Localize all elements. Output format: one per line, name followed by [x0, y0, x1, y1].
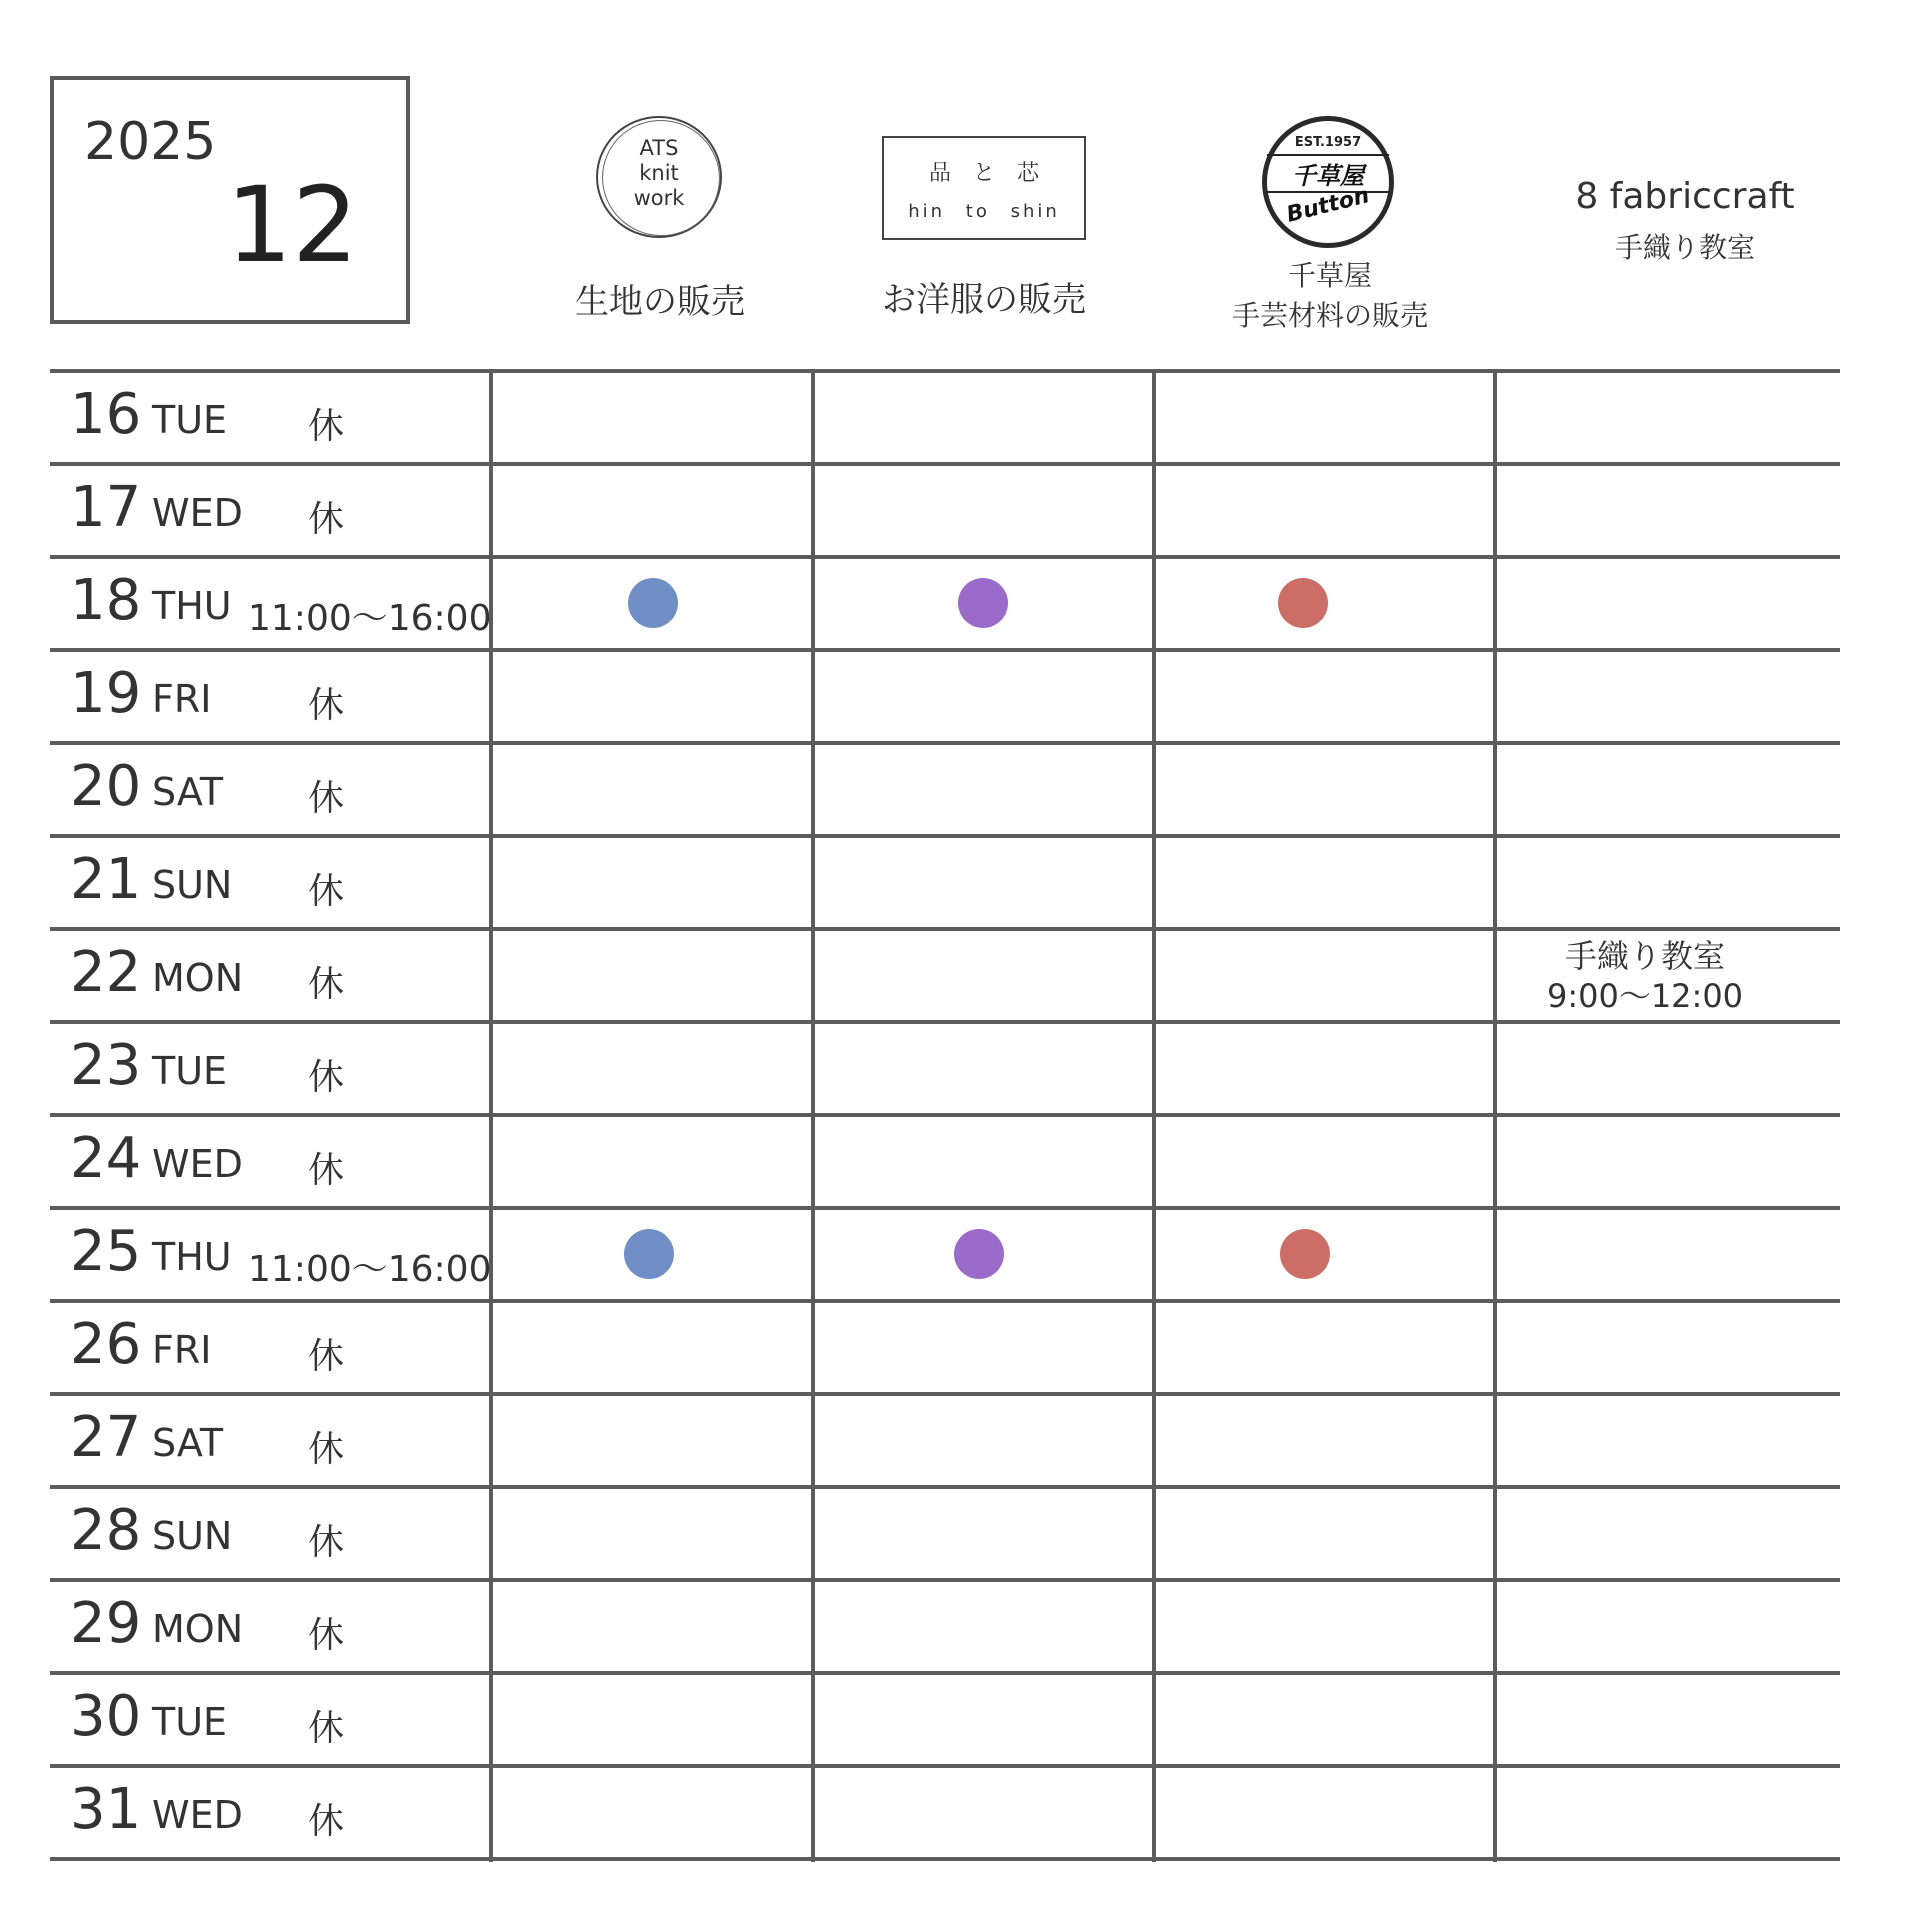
day-number: 26: [70, 1312, 142, 1377]
fabriccraft-title: 8 fabriccraft: [1575, 176, 1795, 217]
schedule-row: [50, 930, 1840, 1023]
day-number: 19: [70, 661, 142, 726]
day-of-week: SUN: [152, 1514, 233, 1558]
day-of-week: THU: [152, 1235, 232, 1279]
status-note: 休: [308, 1615, 345, 1656]
day-of-week: SUN: [152, 863, 233, 907]
day-of-week: MON: [152, 956, 244, 1000]
schedule-row: [50, 837, 1840, 930]
day-of-week: TUE: [152, 398, 228, 442]
day-of-week: MON: [152, 1607, 244, 1651]
status-note: 休: [308, 406, 345, 447]
day-of-week: TUE: [152, 1049, 228, 1093]
status-note: 休: [308, 871, 345, 912]
day-number: 25: [70, 1219, 142, 1284]
column-header-clothing: お洋服の販売: [882, 280, 1086, 320]
status-note: 休: [308, 1150, 345, 1191]
schedule-row: [50, 651, 1840, 744]
clothing-sale-marker: [954, 1229, 1004, 1279]
day-of-week: WED: [152, 491, 243, 535]
ats-knit-work-logo: ATS knit work: [596, 116, 722, 238]
day-number: 28: [70, 1498, 142, 1563]
status-note: 休: [308, 778, 345, 819]
clothing-sale-marker: [958, 578, 1008, 628]
column-header-craft-supplies: 千草屋 手芸材料の販売: [1231, 259, 1428, 332]
schedule-row: [50, 558, 1840, 651]
schedule-row: [50, 1674, 1840, 1767]
schedule-row: [50, 1767, 1840, 1860]
status-note: 休: [308, 1429, 345, 1470]
status-note: 休: [308, 685, 345, 726]
fabric-sale-marker: [628, 578, 678, 628]
day-number: 21: [70, 847, 142, 912]
open-hours: 11:00〜16:00: [248, 598, 492, 639]
status-note: 休: [308, 1336, 345, 1377]
day-of-week: FRI: [152, 677, 212, 721]
day-of-week: WED: [152, 1142, 243, 1186]
day-of-week: TUE: [152, 1700, 228, 1744]
day-number: 20: [70, 754, 142, 819]
schedule-row: [50, 1023, 1840, 1116]
day-of-week: SAT: [152, 1421, 224, 1465]
schedule-row: [50, 1302, 1840, 1395]
schedule-row: [50, 1116, 1840, 1209]
craft-supplies-marker: [1280, 1229, 1330, 1279]
day-number: 31: [70, 1777, 142, 1842]
status-note: 休: [308, 1708, 345, 1749]
schedule-row: [50, 1488, 1840, 1581]
month: 12: [226, 164, 359, 286]
status-note: 休: [308, 964, 345, 1005]
day-of-week: FRI: [152, 1328, 212, 1372]
weaving-class-event: 手織り教室 9:00〜12:00: [1546, 937, 1744, 1015]
schedule-row: [50, 465, 1840, 558]
status-note: 休: [308, 499, 345, 540]
schedule-row: [50, 1395, 1840, 1488]
chigusaya-button-logo: EST.1957 千草屋 Button: [1262, 116, 1394, 248]
status-note: 休: [308, 1057, 345, 1098]
day-number: 29: [70, 1591, 142, 1656]
day-of-week: SAT: [152, 770, 224, 814]
open-hours: 11:00〜16:00: [248, 1249, 492, 1290]
schedule-row: [50, 744, 1840, 837]
column-header-fabric: 生地の販売: [575, 282, 745, 322]
schedule-row: [50, 1209, 1840, 1302]
day-of-week: THU: [152, 584, 232, 628]
day-number: 16: [70, 382, 142, 447]
month-box: [50, 76, 410, 324]
day-number: 22: [70, 940, 142, 1005]
day-number: 24: [70, 1126, 142, 1191]
day-number: 17: [70, 475, 142, 540]
day-number: 18: [70, 568, 142, 633]
status-note: 休: [308, 1522, 345, 1563]
day-number: 30: [70, 1684, 142, 1749]
status-note: 休: [308, 1801, 345, 1842]
year: 2025: [84, 112, 217, 172]
craft-supplies-marker: [1278, 578, 1328, 628]
weaving-class-caption: 手織り教室: [1614, 231, 1755, 264]
day-of-week: WED: [152, 1793, 243, 1837]
fabric-sale-marker: [624, 1229, 674, 1279]
hin-to-shin-logo: 品と芯 hin to shin: [882, 136, 1086, 240]
day-number: 27: [70, 1405, 142, 1470]
day-number: 23: [70, 1033, 142, 1098]
schedule-row: [50, 372, 1840, 465]
schedule-row: [50, 1581, 1840, 1674]
